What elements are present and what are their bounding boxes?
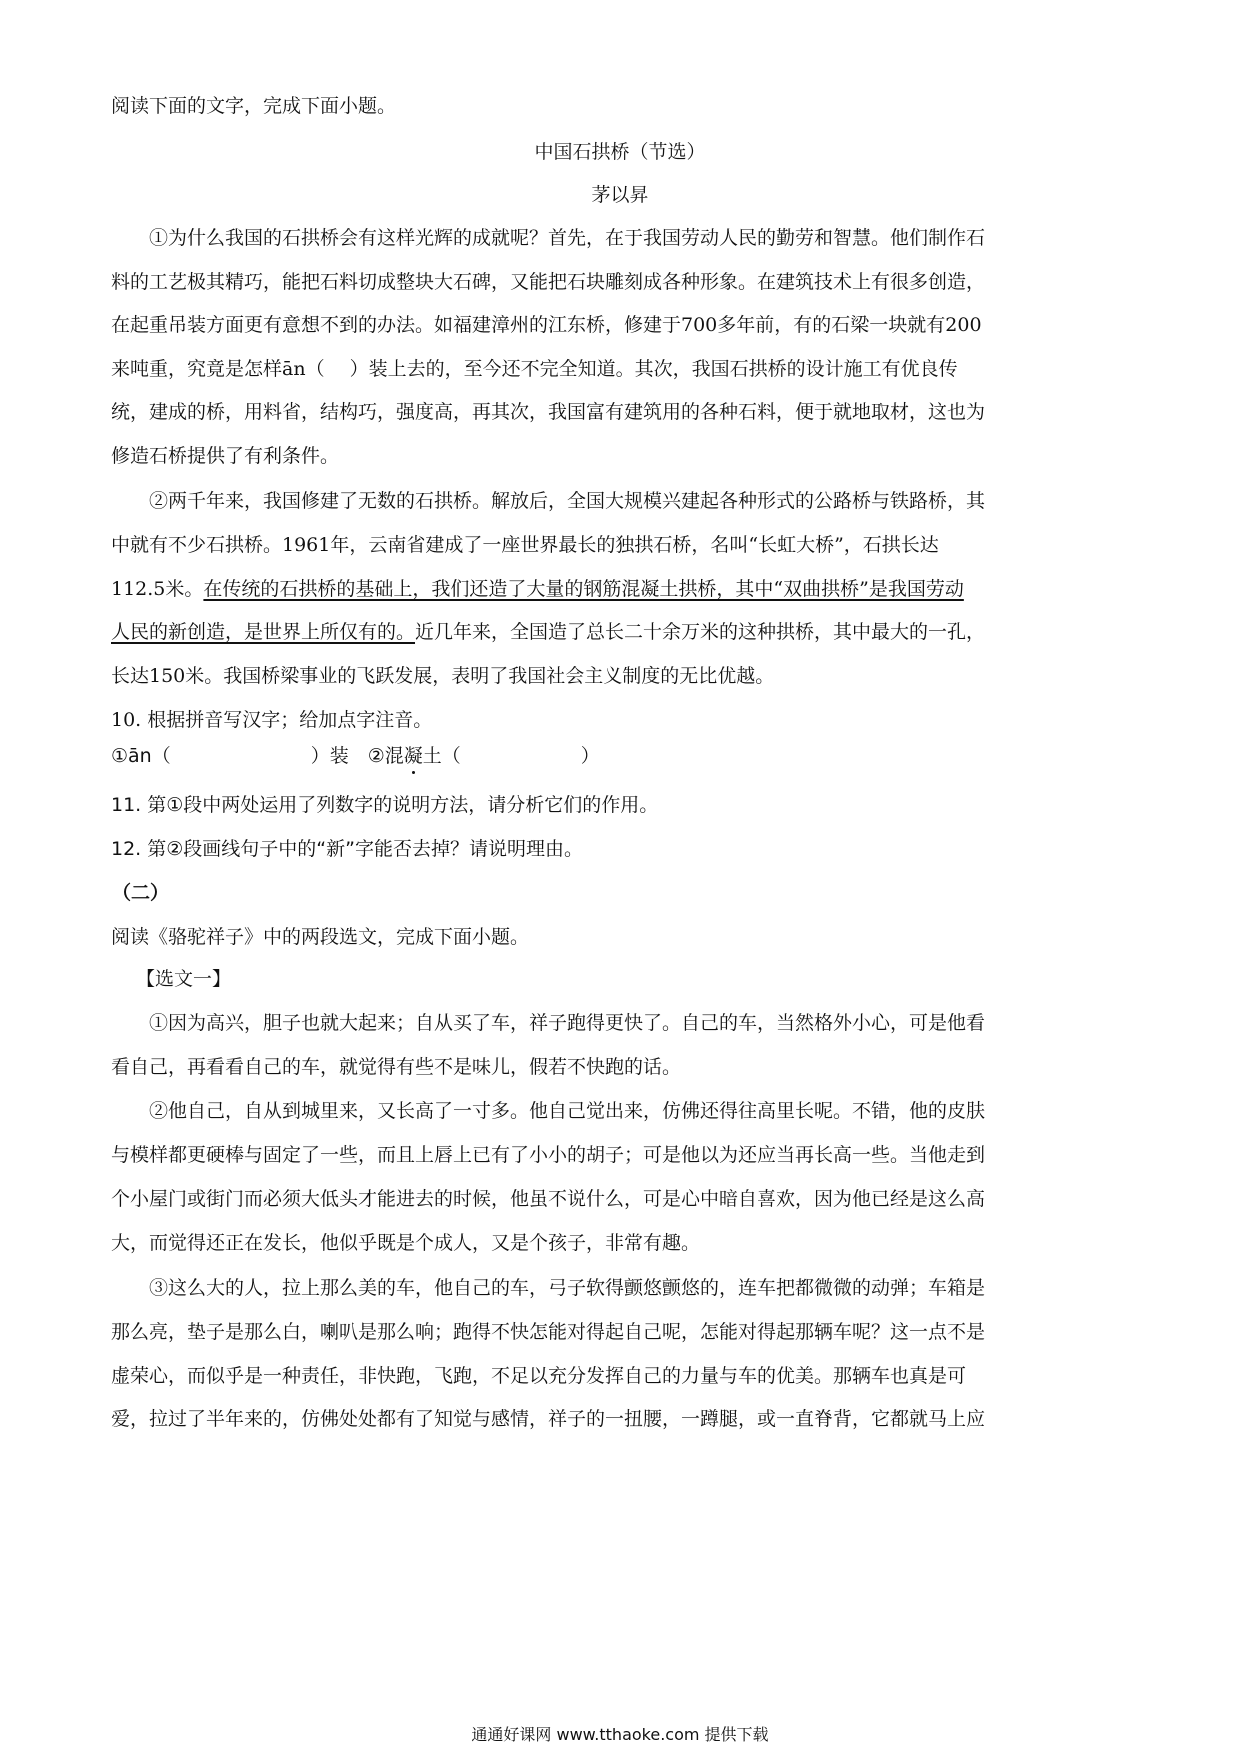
paragraph-1-line: 来吨重，究竟是怎样ān（ ）装上去的，至今还不完全知道。其次，我国石拱桥的设计施工有优良传 bbox=[111, 358, 958, 380]
paragraph-2-line: 中就有不少石拱桥。1961年，云南省建成了一座世界最长的独拱石桥，名叫“长虹大桥”，石拱长达 bbox=[111, 534, 939, 556]
excerpt-paragraph-1-line: 看自己，再看看自己的车，就觉得有些不是味儿，假若不快跑的话。 bbox=[111, 1056, 682, 1078]
paragraph-2-line: ②两千年来，我国修建了无数的石拱桥。解放后，全国大规模兴建起各种形式的公路桥与铁路桥，其 bbox=[149, 490, 986, 512]
dotted-character: 凝 bbox=[403, 745, 423, 767]
paragraph-1-line: 统，建成的桥，用料省，结构巧，强度高，再其次，我国富有建筑用的各种石料，便于就地取材，这也为 bbox=[111, 401, 986, 423]
answer-part: ①ān（ bbox=[111, 745, 171, 767]
intro-text: 阅读下面的文字，完成下面小题。 bbox=[111, 95, 397, 117]
article-author: 茅以昇 bbox=[591, 184, 649, 206]
question-11: 11. 第①段中两处运用了列数字的说明方法，请分析它们的作用。 bbox=[111, 794, 659, 816]
article-title: 中国石拱桥（节选） bbox=[534, 141, 706, 163]
paragraph-2-line bbox=[111, 620, 1131, 644]
excerpt-label: 【选文一】 bbox=[136, 968, 232, 990]
paragraph-1-line: 料的工艺极其精巧，能把石料切成整块大石碑，又能把石块雕刻成各种形象。在建筑技术上有很多创造， bbox=[111, 271, 986, 293]
excerpt-paragraph-3-line: 爱，拉过了半年来的，仿佛处处都有了知觉与感情，祥子的一扭腰，一蹲腿，或一直脊背，它都就马上应 bbox=[111, 1408, 986, 1430]
excerpt-paragraph-3-line: 那么亮，垫子是那么白，喇叭是那么响；跑得不快怎能对得起自己呢，怎能对得起那辆车呢？这一点不是 bbox=[111, 1321, 986, 1343]
answer-part: ）装 ②混 bbox=[310, 745, 404, 767]
paragraph-1-line: 修造石桥提供了有利条件。 bbox=[111, 445, 340, 467]
answer-part: 土（ bbox=[422, 745, 461, 767]
question-10-answer-line bbox=[111, 744, 1131, 768]
page-footer: 通通好课网 www.tthaoke.com 提供下载 bbox=[471, 1725, 769, 1744]
plain-text: 112.5米。 bbox=[111, 578, 204, 600]
plain-text: 近几年来，全国造了总长二十余万米的这种拱桥，其中最大的一孔， bbox=[415, 621, 986, 643]
excerpt-paragraph-3-line: ③这么大的人，拉上那么美的车，他自己的车，弓子软得颤悠颤悠的，连车把都微微的动弹；车箱是 bbox=[149, 1277, 986, 1299]
question-12: 12. 第②段画线句子中的“新”字能否去掉？请说明理由。 bbox=[111, 838, 583, 860]
excerpt-paragraph-3-line: 虚荣心，而似乎是一种责任，非快跑，飞跑，不足以充分发挥自己的力量与车的优美。那辆车也真是可 bbox=[111, 1365, 967, 1387]
underlined-sentence: 人民的新创造，是世界上所仅有的。 bbox=[111, 621, 416, 643]
excerpt-paragraph-2-line: 与模样都更硬棒与固定了一些，而且上唇上已有了小小的胡子；可是他以为还应当再长高一些。当他走到 bbox=[111, 1144, 986, 1166]
paragraph-1-line: ①为什么我国的石拱桥会有这样光辉的成就呢？首先，在于我国劳动人民的勤劳和智慧。他们制作石 bbox=[149, 227, 986, 249]
excerpt-paragraph-1-line: ①因为高兴，胆子也就大起来；自从买了车，祥子跑得更快了。自己的车，当然格外小心，可是他看 bbox=[149, 1012, 986, 1034]
question-10: 10. 根据拼音写汉字；给加点字注音。 bbox=[111, 709, 433, 731]
excerpt-paragraph-2-line: 大，而觉得还正在发长，他似乎既是个成人，又是个孩子，非常有趣。 bbox=[111, 1232, 701, 1254]
paragraph-2-line bbox=[111, 577, 1131, 601]
underlined-sentence: 在传统的石拱桥的基础上，我们还造了大量的钢筋混凝土拱桥，其中“双曲拱桥”是我国劳动 bbox=[203, 578, 964, 600]
section-intro: 阅读《骆驼祥子》中的两段选文，完成下面小题。 bbox=[111, 926, 530, 948]
paragraph-1-line: 在起重吊装方面更有意想不到的办法。如福建漳州的江东桥，修建于700多年前，有的石梁一块就有200 bbox=[111, 314, 982, 336]
section-heading: （二） bbox=[112, 882, 170, 904]
excerpt-paragraph-2-line: ②他自己，自从到城里来，又长高了一寸多。他自己觉出来，仿佛还得往高里长呢。不错，他的皮肤 bbox=[149, 1100, 986, 1122]
paragraph-2-line: 长达150米。我国桥梁事业的飞跃发展，表明了我国社会主义制度的无比优越。 bbox=[111, 665, 775, 687]
answer-part: ） bbox=[580, 745, 600, 767]
excerpt-paragraph-2-line: 个小屋门或街门而必须大低头才能进去的时候，他虽不说什么，可是心中暗自喜欢，因为他已经是这么高 bbox=[111, 1188, 986, 1210]
